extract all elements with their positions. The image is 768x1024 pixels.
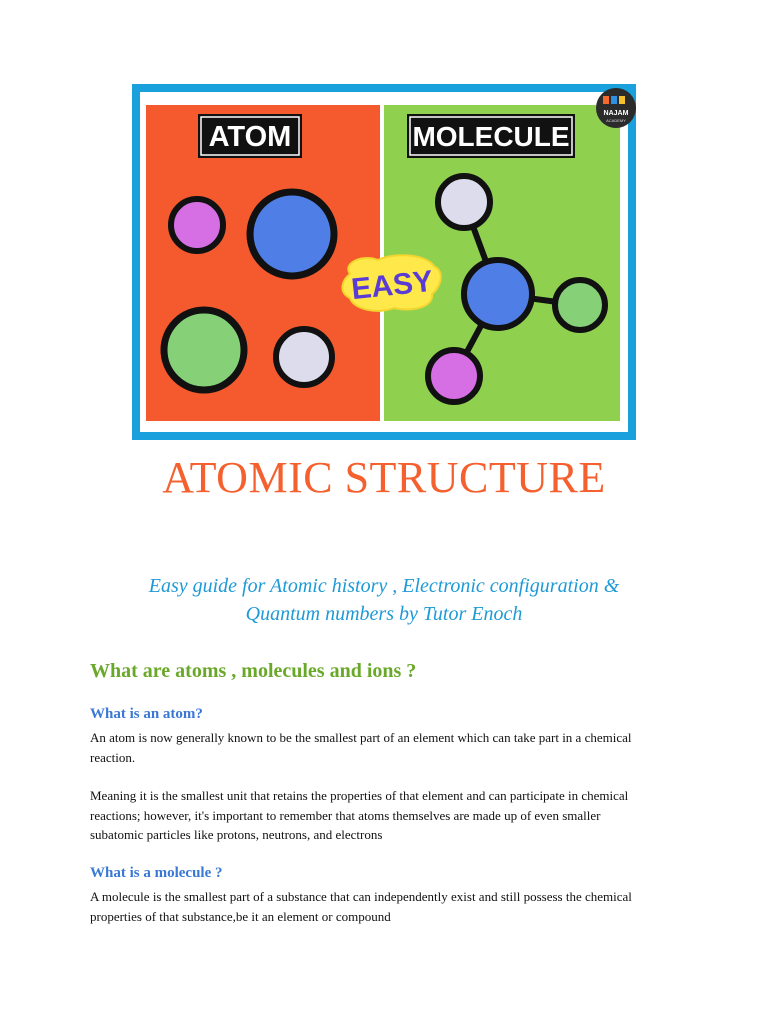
molecule-green <box>555 280 605 330</box>
text-line: An atom is now generally known to be the smallest part of an element which can take part in a chemical <box>90 730 632 745</box>
molecule-heading: What is a molecule ? <box>90 865 223 881</box>
atom-heading: What is an atom? <box>90 706 203 722</box>
atom-label: ATOM <box>208 121 292 153</box>
subtitle-line-2: Quantum numbers by Tutor Enoch <box>245 603 523 625</box>
text-line: A molecule is the smallest part of a substance that can independently exist and still possess the chemical <box>90 889 632 904</box>
molecule-grey <box>438 176 490 228</box>
logo-subtext: ACADEMY <box>606 118 626 123</box>
easy-badge-text: EASY <box>349 264 435 307</box>
molecule-purple <box>428 350 480 402</box>
subtitle-line-1: Easy guide for Atomic history , Electronic configuration & <box>148 575 620 597</box>
atom-blue <box>250 192 334 276</box>
molecule-paragraph <box>90 887 680 926</box>
molecule-label: MOLECULE <box>412 121 570 152</box>
atom-grey <box>276 329 332 385</box>
atom-paragraph-2 <box>90 786 680 845</box>
logo-text: NAJAM <box>603 110 629 117</box>
atom-green <box>164 310 244 390</box>
document-title: ATOMIC STRUCTURE <box>162 453 606 502</box>
text-line: Meaning it is the smallest unit that retains the properties of that element and can participate in chemical <box>90 788 629 803</box>
text-line: reaction. <box>90 749 136 765</box>
text-line: reactions; however, it's important to remember that atoms themselves are made up of even smaller <box>90 807 601 823</box>
section-heading: What are atoms , molecules and ions ? <box>90 660 417 682</box>
text-line: subatomic particles like protons, neutrons, and electrons <box>90 827 383 842</box>
text-line: properties of that substance,be it an element or compound <box>90 908 391 924</box>
atom-paragraph-1 <box>90 728 680 767</box>
atom-molecule-banner <box>132 84 636 440</box>
document-subtitle <box>80 572 688 628</box>
molecule-blue <box>464 260 532 328</box>
atom-purple <box>171 199 223 251</box>
